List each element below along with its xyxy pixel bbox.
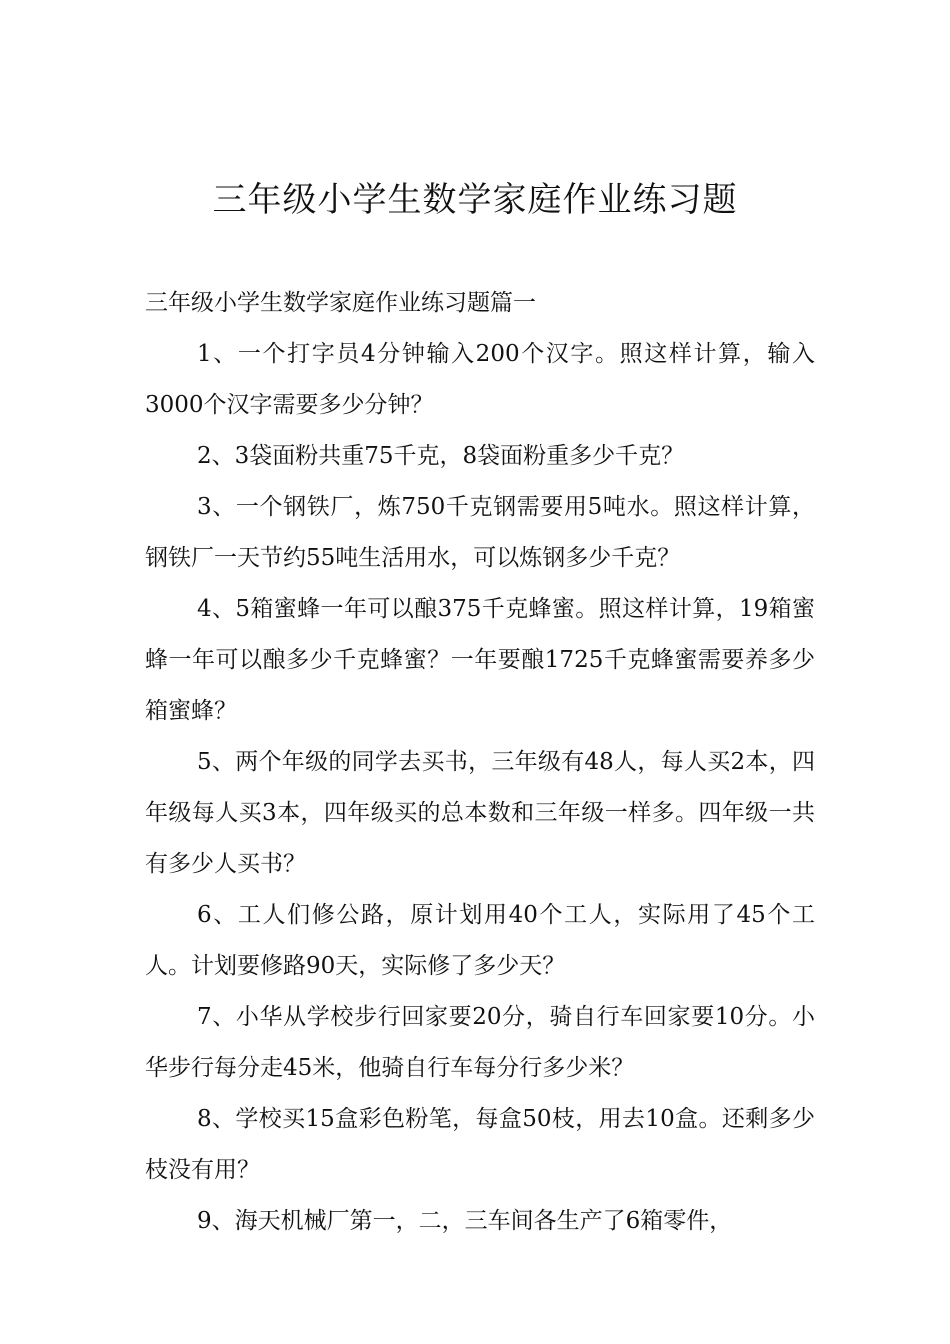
question-6: 6、工人们修公路，原计划用40个工人，实际用了45个工人。计划要修路90天，实际修了多少天？ xyxy=(145,902,815,979)
document-title: 三年级小学生数学家庭作业练习题 xyxy=(212,180,738,220)
question-5: 5、两个年级的同学去买书，三年级有48人，每人买2本，四年级每人买3本，四年级买的总本数和三年级一样多。四年级一共有多少人买书？ xyxy=(145,749,815,877)
question-4: 4、5箱蜜蜂一年可以酿375千克蜂蜜。照这样计算，19箱蜜蜂一年可以酿多少千克蜂蜜？一年要酿1725千克蜂蜜需要养多少箱蜜蜂？ xyxy=(145,596,815,724)
question-1: 1、一个打字员4分钟输入200个汉字。照这样计算，输入3000个汉字需要多少分钟？ xyxy=(145,341,815,418)
question-7: 7、小华从学校步行回家要20分，骑自行车回家要10分。小华步行每分走45米，他骑自行车每分行多少米？ xyxy=(145,1004,815,1081)
section-heading: 三年级小学生数学家庭作业练习题篇一 xyxy=(145,290,536,316)
document-body xyxy=(145,278,815,1247)
question-9: 9、海天机械厂第一，二，三车间各生产了6箱零件， xyxy=(197,1208,733,1234)
question-8: 8、学校买15盒彩色粉笔，每盒50枝，用去10盒。还剩多少枝没有用？ xyxy=(145,1106,815,1183)
question-2: 2、3袋面粉共重75千克，8袋面粉重多少千克？ xyxy=(197,443,685,469)
question-3: 3、一个钢铁厂，炼750千克钢需要用5吨水。照这样计算，钢铁厂一天节约55吨生活用水，可以炼钢多少千克？ xyxy=(145,494,815,571)
